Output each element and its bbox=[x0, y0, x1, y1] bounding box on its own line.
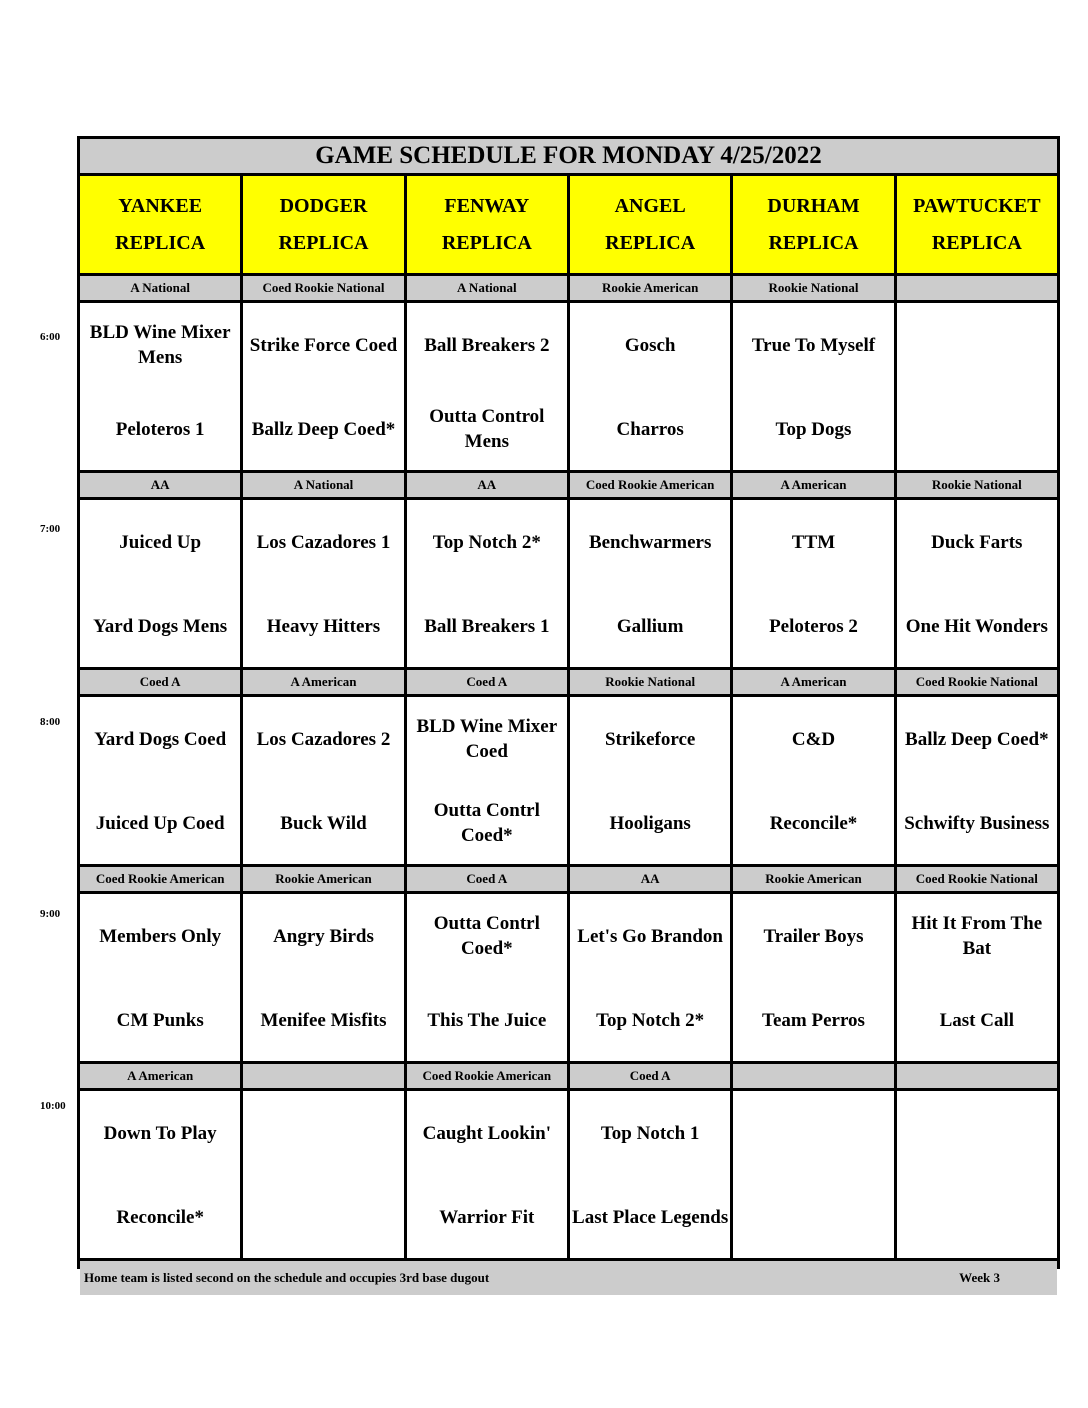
schedule-table bbox=[77, 136, 1060, 1285]
away-team: Outta Contrl Coed* bbox=[433, 913, 540, 959]
division-label: Coed A bbox=[407, 670, 567, 694]
away-team: True To Myself bbox=[751, 334, 876, 356]
game-cell bbox=[80, 1091, 240, 1258]
division-label: Coed Rookie National bbox=[243, 276, 403, 300]
home-team: Heavy Hitters bbox=[266, 615, 381, 637]
game-cell bbox=[733, 303, 893, 470]
field-sub: REPLICA bbox=[278, 231, 369, 254]
footer-note: Home team is listed second on the schedule and occupies 3rd base dugout bbox=[84, 1270, 490, 1285]
schedule-footer bbox=[80, 1261, 1057, 1295]
game-cell bbox=[570, 500, 730, 667]
field-name: ANGEL bbox=[614, 194, 686, 217]
home-team: Peloteros 2 bbox=[769, 615, 858, 637]
game-cell bbox=[243, 697, 403, 864]
game-cell bbox=[897, 303, 1057, 470]
home-team: Ballz Deep Coed* bbox=[251, 418, 396, 440]
field-header bbox=[733, 176, 893, 273]
division-label: Coed A bbox=[407, 867, 567, 891]
field-header bbox=[570, 176, 730, 273]
away-team: Los Cazadores 2 bbox=[256, 728, 391, 750]
away-team: Duck Farts bbox=[931, 531, 1023, 553]
game-cell bbox=[407, 1091, 567, 1258]
game-cell bbox=[733, 1091, 893, 1258]
division-label: AA bbox=[407, 473, 567, 497]
home-team: Top Notch 2* bbox=[596, 1009, 705, 1031]
field-name: YANKEE bbox=[118, 194, 203, 217]
away-team bbox=[975, 309, 979, 381]
time-label: 8:00 bbox=[40, 716, 61, 728]
home-team: Reconcile* bbox=[769, 812, 858, 834]
home-team: Outta Contrl Coed* bbox=[433, 800, 540, 846]
away-team: Los Cazadores 1 bbox=[256, 531, 391, 553]
division-label: AA bbox=[570, 867, 730, 891]
field-sub: REPLICA bbox=[931, 231, 1022, 254]
time-label: 9:00 bbox=[40, 908, 61, 920]
away-team bbox=[975, 1097, 979, 1169]
home-team: Outta Control Mens bbox=[429, 406, 545, 452]
field-header bbox=[80, 176, 240, 273]
away-team: Ball Breakers 2 bbox=[424, 334, 550, 356]
home-team: Yard Dogs Mens bbox=[93, 615, 228, 637]
division-label: Coed Rookie National bbox=[897, 670, 1057, 694]
away-team: BLD Wine Mixer Coed bbox=[416, 716, 558, 762]
away-team: Gosch bbox=[624, 334, 676, 356]
game-cell bbox=[80, 303, 240, 470]
away-team: Ballz Deep Coed* bbox=[905, 728, 1049, 750]
division-label: Coed Rookie American bbox=[80, 867, 240, 891]
schedule-title: GAME SCHEDULE FOR MONDAY 4/25/2022 bbox=[80, 139, 1057, 173]
away-team: Down To Play bbox=[103, 1122, 217, 1144]
away-team: TTM bbox=[791, 531, 836, 553]
game-cell bbox=[243, 894, 403, 1061]
time-label: 7:00 bbox=[40, 523, 61, 535]
field-sub: REPLICA bbox=[768, 231, 859, 254]
game-cell bbox=[733, 697, 893, 864]
division-label: A National bbox=[80, 276, 240, 300]
home-team: Schwifty Business bbox=[904, 812, 1050, 834]
field-sub: REPLICA bbox=[441, 231, 532, 254]
away-team: Strikeforce bbox=[604, 728, 696, 750]
game-cell bbox=[80, 500, 240, 667]
home-team bbox=[975, 1181, 979, 1253]
division-label: A American bbox=[80, 1064, 240, 1088]
home-team: One Hit Wonders bbox=[905, 615, 1048, 637]
home-team: Menifee Misfits bbox=[260, 1009, 387, 1031]
home-team bbox=[975, 393, 979, 465]
time-label: 6:00 bbox=[40, 331, 61, 343]
division-label: Rookie American bbox=[243, 867, 403, 891]
game-cell bbox=[243, 1091, 403, 1258]
division-label: A American bbox=[733, 670, 893, 694]
game-cell bbox=[407, 303, 567, 470]
home-team: Peloteros 1 bbox=[115, 418, 205, 440]
away-team: Strike Force Coed bbox=[249, 334, 398, 356]
division-label: AA bbox=[80, 473, 240, 497]
home-team: Juiced Up Coed bbox=[95, 812, 225, 834]
time-label: 10:00 bbox=[40, 1100, 66, 1112]
home-team: Reconcile* bbox=[116, 1206, 204, 1228]
game-cell bbox=[897, 500, 1057, 667]
away-team: Hit It From The Bat bbox=[911, 913, 1043, 959]
home-team: Last Place Legends bbox=[572, 1206, 729, 1228]
home-team: This The Juice bbox=[427, 1009, 547, 1031]
division-label: A American bbox=[243, 670, 403, 694]
game-cell bbox=[407, 894, 567, 1061]
home-team: Last Call bbox=[939, 1009, 1015, 1031]
home-team: Warrior Fit bbox=[439, 1206, 535, 1228]
division-label bbox=[897, 1064, 1057, 1088]
game-cell bbox=[897, 1091, 1057, 1258]
away-team: Let's Go Brandon bbox=[577, 925, 723, 947]
away-team: Juiced Up bbox=[119, 531, 202, 553]
home-team: CM Punks bbox=[116, 1009, 204, 1031]
game-cell bbox=[897, 697, 1057, 864]
field-name: FENWAY bbox=[444, 194, 530, 217]
away-team: C&D bbox=[791, 728, 836, 750]
field-header bbox=[897, 176, 1057, 273]
away-team: Angry Birds bbox=[273, 925, 374, 947]
division-label bbox=[897, 276, 1057, 300]
game-cell bbox=[897, 894, 1057, 1061]
division-label bbox=[733, 1064, 893, 1088]
home-team: Buck Wild bbox=[280, 812, 367, 834]
division-label: Coed Rookie American bbox=[570, 473, 730, 497]
home-team: Charros bbox=[616, 418, 684, 440]
game-cell bbox=[243, 500, 403, 667]
field-name: PAWTUCKET bbox=[913, 194, 1041, 217]
home-team bbox=[321, 1181, 325, 1253]
away-team: Members Only bbox=[99, 925, 222, 947]
away-team: Top Notch 2* bbox=[432, 531, 541, 553]
away-team: Benchwarmers bbox=[588, 531, 712, 553]
away-team bbox=[321, 1097, 325, 1169]
division-label: Rookie National bbox=[733, 276, 893, 300]
game-cell bbox=[80, 697, 240, 864]
game-cell bbox=[733, 500, 893, 667]
home-team: Top Dogs bbox=[775, 418, 852, 440]
away-team: BLD Wine Mixer Mens bbox=[89, 322, 231, 368]
field-header bbox=[243, 176, 403, 273]
division-label: A National bbox=[407, 276, 567, 300]
game-cell bbox=[570, 1091, 730, 1258]
division-label: Coed Rookie American bbox=[407, 1064, 567, 1088]
field-sub: REPLICA bbox=[605, 231, 696, 254]
division-label: A National bbox=[243, 473, 403, 497]
away-team: Trailer Boys bbox=[763, 925, 864, 947]
game-cell bbox=[407, 500, 567, 667]
field-sub: REPLICA bbox=[115, 231, 206, 254]
game-cell bbox=[407, 697, 567, 864]
game-cell bbox=[570, 894, 730, 1061]
game-cell bbox=[570, 697, 730, 864]
game-cell bbox=[570, 303, 730, 470]
home-team: Team Perros bbox=[762, 1009, 865, 1031]
away-team: Top Notch 1 bbox=[600, 1122, 700, 1144]
division-label: Rookie National bbox=[897, 473, 1057, 497]
division-label: A American bbox=[733, 473, 893, 497]
division-label: Coed A bbox=[570, 1064, 730, 1088]
division-label: Rookie American bbox=[570, 276, 730, 300]
home-team: Gallium bbox=[616, 615, 684, 637]
game-cell bbox=[80, 894, 240, 1061]
away-team bbox=[811, 1097, 815, 1169]
division-label bbox=[243, 1064, 403, 1088]
division-label: Rookie American bbox=[733, 867, 893, 891]
game-cell bbox=[733, 894, 893, 1061]
division-label: Coed A bbox=[80, 670, 240, 694]
field-name: DURHAM bbox=[767, 194, 860, 217]
away-team: Yard Dogs Coed bbox=[94, 728, 227, 750]
away-team: Caught Lookin' bbox=[422, 1122, 551, 1144]
week-label: Week 3 bbox=[959, 1270, 1000, 1285]
division-label: Rookie National bbox=[570, 670, 730, 694]
division-label: Coed Rookie National bbox=[897, 867, 1057, 891]
home-team: Ball Breakers 1 bbox=[424, 615, 550, 637]
field-header bbox=[407, 176, 567, 273]
field-name: DODGER bbox=[279, 194, 368, 217]
home-team bbox=[811, 1181, 815, 1253]
game-cell bbox=[243, 303, 403, 470]
home-team: Hooligans bbox=[609, 812, 691, 834]
